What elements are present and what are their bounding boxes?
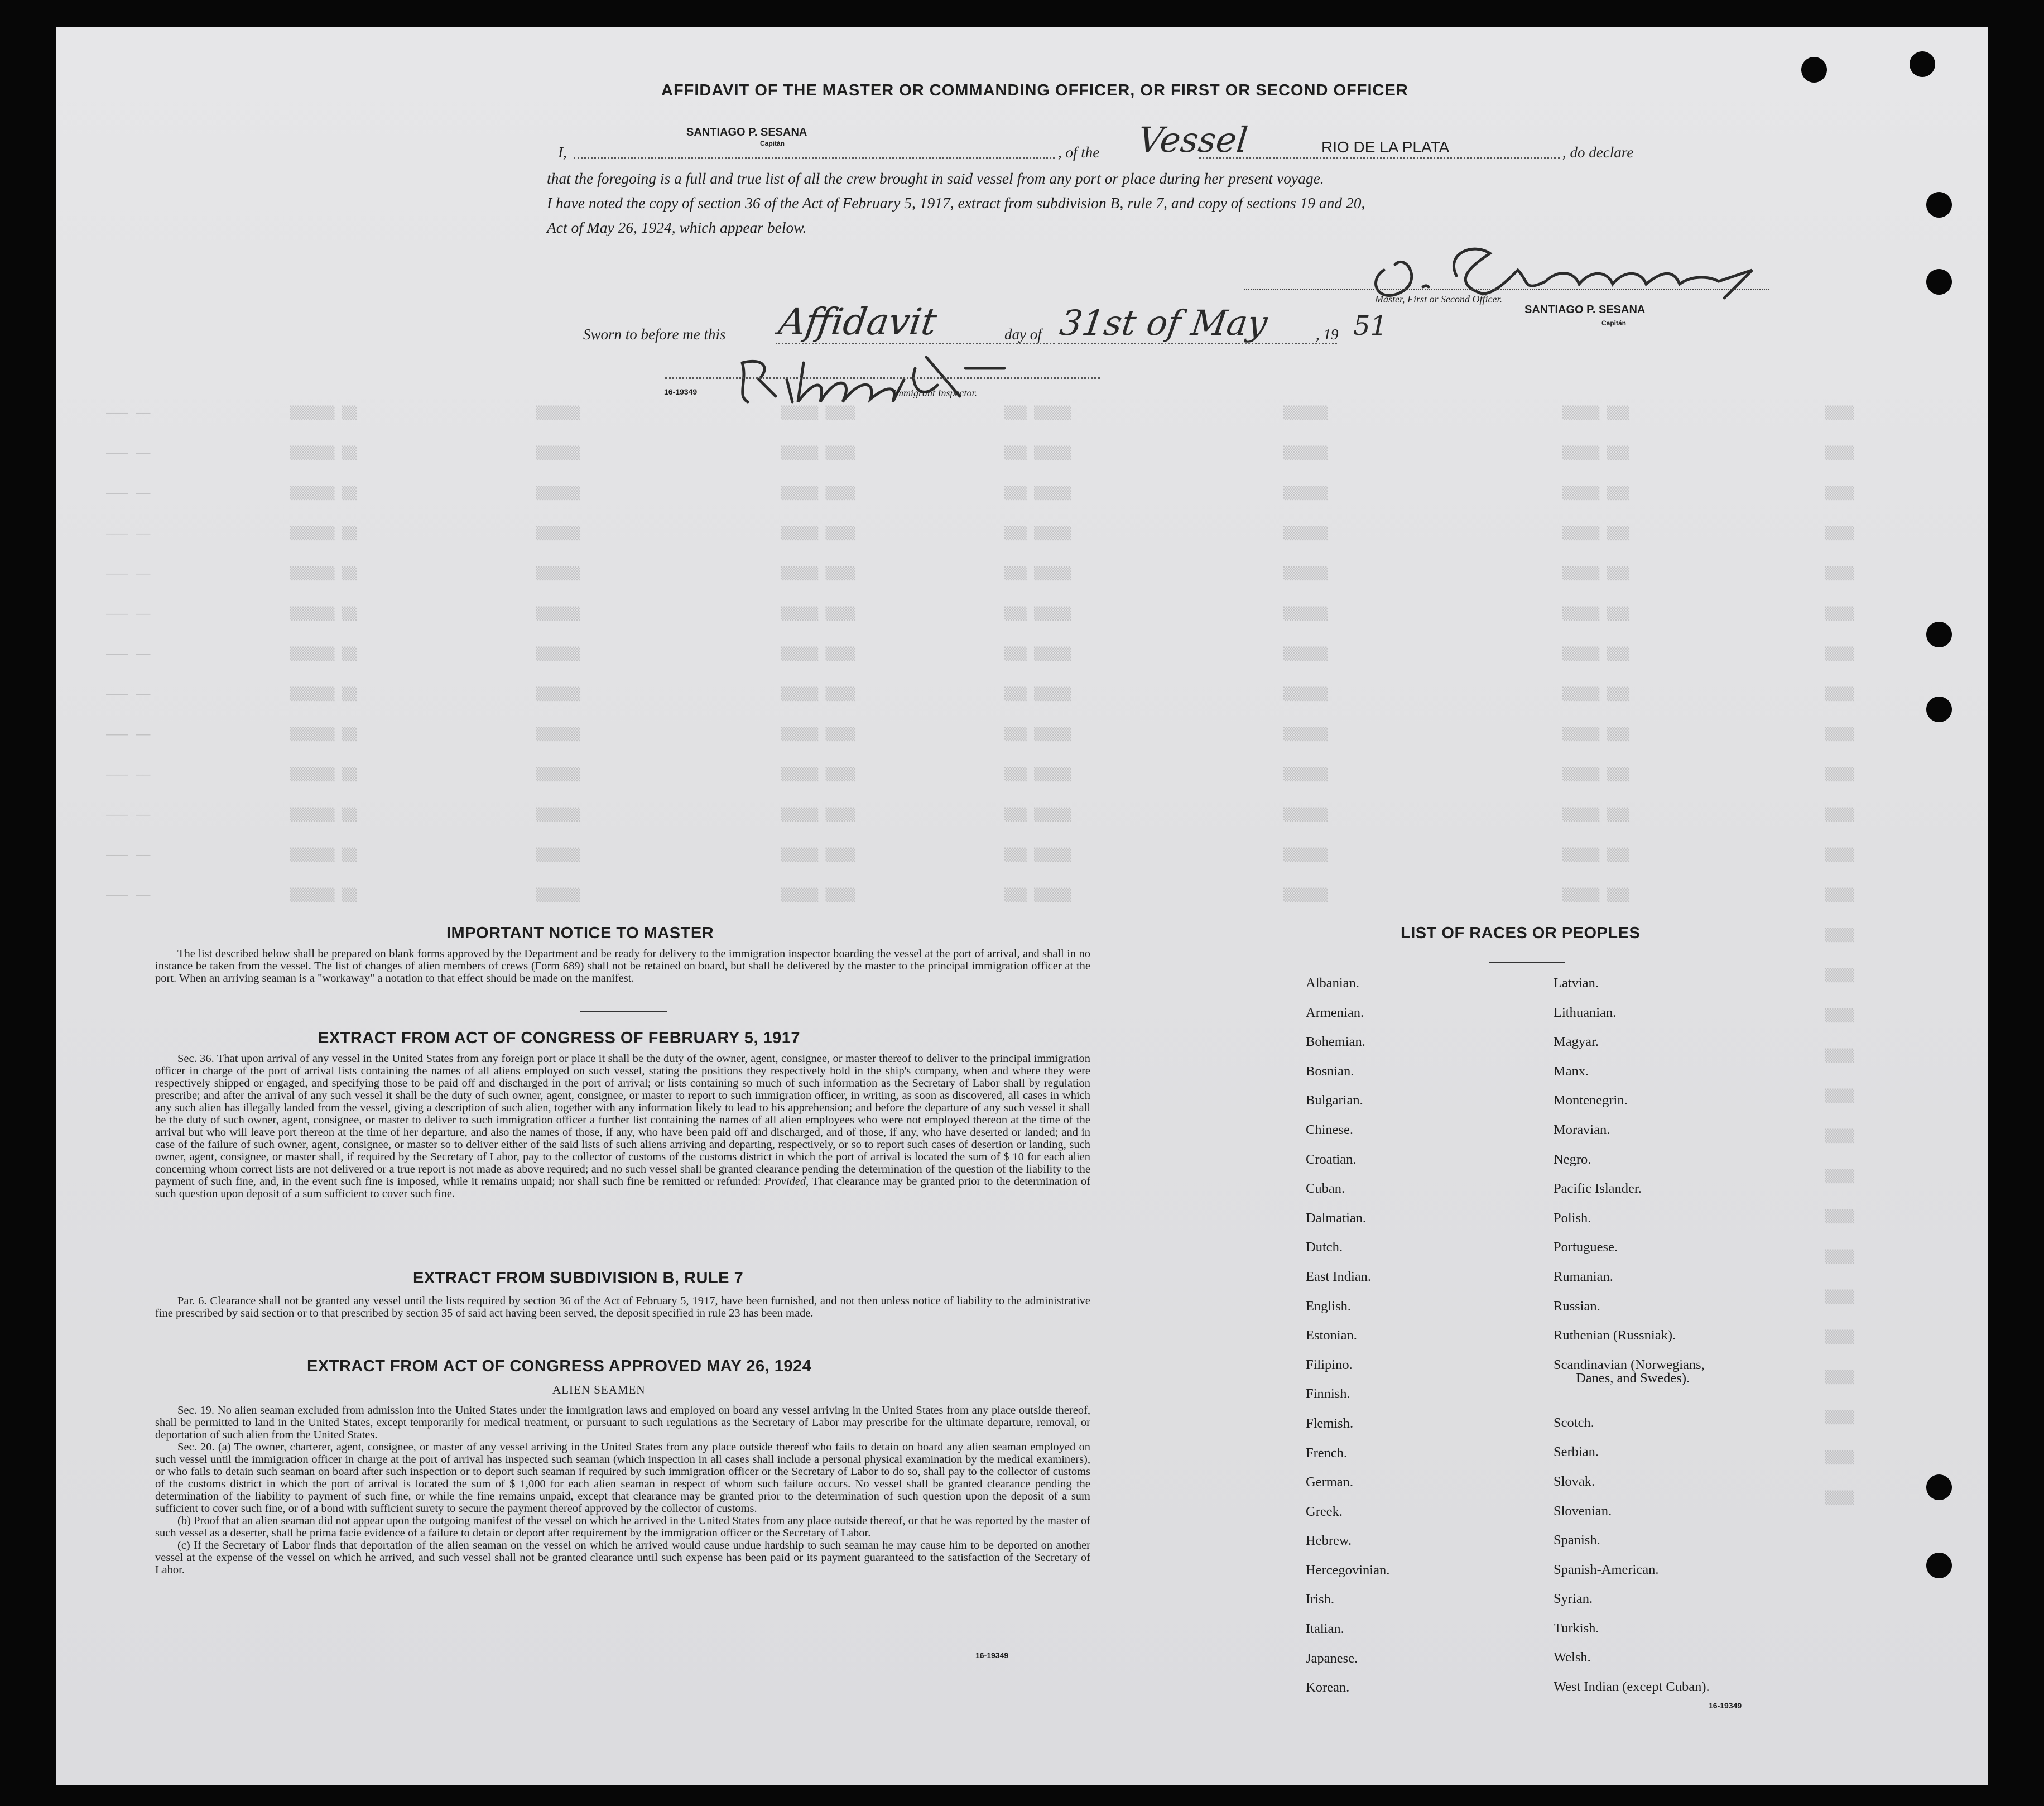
section-20-label: Sec. 20.	[177, 1441, 215, 1453]
bleed-through-mark: ▒▒▒▒▒ ▒▒▒▒	[781, 527, 855, 541]
bleed-through-mark: ▒▒▒▒	[1825, 1290, 1854, 1304]
bleed-through-mark: ▒▒▒▒	[1825, 1130, 1854, 1144]
race-item: Croatian.	[1306, 1151, 1357, 1167]
bleed-through-mark: ▒▒▒▒	[1825, 647, 1854, 661]
extract-1917-text	[155, 1053, 1090, 1200]
race-item: French.	[1306, 1445, 1348, 1461]
race-item: Moravian.	[1554, 1122, 1610, 1137]
bleed-through-mark: ——— ——	[106, 728, 151, 742]
bleed-through-mark: ▒▒▒▒▒ ▒▒▒▒	[781, 848, 855, 862]
inspector-caption: Immigrant Inspector.	[893, 387, 977, 398]
bleed-through-mark: ▒▒▒ ▒▒▒▒▒	[1004, 647, 1071, 661]
signature-line	[1244, 289, 1769, 290]
bleed-through-mark: ——— ——	[106, 848, 151, 862]
race-item: Russian.	[1554, 1298, 1600, 1314]
bleed-through-mark: ▒▒▒▒▒▒ ▒▒	[290, 688, 357, 702]
date-blank-line	[1058, 343, 1337, 344]
bleed-through-mark: ▒▒▒▒	[1825, 848, 1854, 862]
affidavit-form-number: 16-19349	[664, 387, 698, 396]
bleed-through-mark: ——— ——	[106, 527, 151, 541]
races-left-column	[1306, 976, 1389, 1709]
bleed-through-mark: ▒▒▒▒▒▒	[1283, 848, 1328, 862]
punch-hole	[1926, 1553, 1952, 1578]
bleed-through-mark: ▒▒▒▒▒ ▒▒▒	[1562, 567, 1629, 581]
race-item: Bosnian.	[1306, 1063, 1354, 1079]
bleed-through-mark: ▒▒▒▒▒ ▒▒▒	[1562, 848, 1629, 862]
bleed-through-mark: ▒▒▒▒▒▒	[1283, 527, 1328, 541]
bleed-through-mark: ——— ——	[106, 808, 151, 822]
bleed-through-mark: ——— ——	[106, 768, 151, 782]
inspector-line	[665, 377, 1100, 379]
of-the-label: , of the	[1058, 144, 1100, 161]
bleed-through-mark: ▒▒▒▒▒▒	[1283, 487, 1328, 501]
extract-1917-heading: EXTRACT FROM ACT OF CONGRESS OF FEBRUARY 5, 1917	[318, 1029, 801, 1047]
bleed-through-mark: ▒▒▒▒▒▒	[536, 647, 580, 661]
bleed-through-mark: ▒▒▒▒▒▒ ▒▒	[290, 728, 357, 742]
bleed-through-mark: ▒▒▒▒	[1825, 487, 1854, 501]
races-heading: LIST OF RACES OR PEOPLES	[1401, 924, 1641, 942]
race-item: Montenegrin.	[1554, 1093, 1628, 1108]
punch-hole	[1926, 192, 1952, 218]
bleed-through-mark: ▒▒▒▒	[1825, 1009, 1854, 1023]
bleed-through-mark: ▒▒▒▒▒▒	[1283, 728, 1328, 742]
bleed-through-mark: ▒▒▒▒	[1825, 768, 1854, 782]
bleed-through-mark: ▒▒▒▒▒ ▒▒▒	[1562, 768, 1629, 782]
race-item: Magyar.	[1554, 1034, 1599, 1050]
race-item: English.	[1306, 1298, 1351, 1314]
bleed-through-mark: ▒▒▒ ▒▒▒▒▒	[1004, 607, 1071, 621]
bleed-through-mark: ▒▒▒▒▒▒ ▒▒	[290, 527, 357, 541]
bleed-through-mark: ▒▒▒▒	[1825, 406, 1854, 420]
notice-text	[155, 948, 1090, 984]
race-item: Serbian.	[1554, 1444, 1599, 1460]
notice-heading: IMPORTANT NOTICE TO MASTER	[446, 924, 714, 942]
race-item: East Indian.	[1306, 1269, 1372, 1284]
race-item: Welsh.	[1554, 1650, 1591, 1665]
provided-label: Provided,	[764, 1175, 809, 1188]
bleed-through-mark: ——— ——	[106, 688, 151, 702]
race-item: Rumanian.	[1554, 1269, 1613, 1284]
extract-1924-heading: EXTRACT FROM ACT OF CONGRESS APPROVED MAY 26, 1924	[307, 1357, 812, 1375]
affidavit-body-line-3: Act of May 26, 1924, which appear below.	[547, 219, 807, 236]
bleed-through-mark: ▒▒▒▒▒▒	[536, 808, 580, 822]
bleed-through-mark: ▒▒▒▒▒▒ ▒▒	[290, 768, 357, 782]
signature-caption: Master, First or Second Officer.	[1375, 294, 1502, 305]
bleed-through-mark: ▒▒▒▒	[1825, 1089, 1854, 1103]
bleed-through-mark: ▒▒▒▒	[1825, 728, 1854, 742]
bleed-through-mark: ▒▒▒▒	[1825, 567, 1854, 581]
bleed-through-mark: ▒▒▒▒▒ ▒▒▒▒	[781, 728, 855, 742]
race-item: Slovak.	[1554, 1473, 1595, 1489]
rule7-heading: EXTRACT FROM SUBDIVISION B, RULE 7	[413, 1269, 744, 1287]
bleed-through-mark: ▒▒▒▒	[1825, 1411, 1854, 1425]
alien-seamen-subheading: ALIEN SEAMEN	[552, 1383, 646, 1396]
race-item: Hercegovinian.	[1306, 1562, 1390, 1578]
inspector-signature	[725, 346, 1016, 413]
section-20a	[155, 1441, 1090, 1515]
year-prefix: , 19	[1316, 326, 1339, 343]
provided-text: That clearance may be granted prior to the determination of such question upon deposit of a sum sufficient to cover such fine.	[155, 1175, 1091, 1200]
bleed-through-mark: ▒▒▒ ▒▒▒▒▒	[1004, 567, 1071, 581]
race-item: Scandinavian (Norwegians,	[1554, 1357, 1705, 1372]
extract-1924-text	[155, 1404, 1090, 1576]
bleed-through-mark: ▒▒▒ ▒▒▒▒▒	[1004, 688, 1071, 702]
affidavit-body-line-2: I have noted the copy of section 36 of the Act of February 5, 1917, extract from subdivision B, rule 7, and copy of sections 19 and 20,	[547, 194, 1365, 212]
bleed-through-mark: ▒▒▒▒▒ ▒▒▒▒	[781, 768, 855, 782]
bleed-through-mark: ▒▒▒▒▒ ▒▒▒▒	[781, 567, 855, 581]
race-item: Spanish-American.	[1554, 1562, 1659, 1577]
race-item: Bohemian.	[1306, 1034, 1365, 1050]
section-20b	[155, 1515, 1090, 1539]
bleed-through-mark: ▒▒▒ ▒▒▒▒▒	[1004, 527, 1071, 541]
i-label: I,	[558, 144, 567, 161]
race-item: Irish.	[1306, 1592, 1335, 1607]
race-item: Portuguese.	[1554, 1240, 1618, 1255]
punch-hole	[1926, 1474, 1952, 1500]
bleed-through-mark: ▒▒▒▒▒ ▒▒▒	[1562, 647, 1629, 661]
race-item: Slovenian.	[1554, 1503, 1612, 1519]
bleed-through-mark: ——— ——	[106, 567, 151, 581]
bleed-through-mark: ▒▒▒▒▒▒ ▒▒	[290, 607, 357, 621]
bleed-through-mark: ▒▒▒ ▒▒▒▒▒	[1004, 808, 1071, 822]
sworn-label: Sworn to before me this	[583, 326, 726, 343]
bleed-through-mark: ▒▒▒▒▒▒	[536, 487, 580, 501]
section-36-text: That upon arrival of any vessel in the United States from any foreign port or place it shall be the duty of the owner, agent, consignee, or master thereof to deliver to the principal immigration officer in charge of the port of arrival lists containing the names of all aliens employed on such vessel, stating the positions they respectively hold in the ship's company, when and where they were respectively shipped or engaged, and specifying those to be paid off and discharged in the port of arrival; or lists containing so much of such information as the Secretary of Labor shall by regulation prescribe; and after the arrival of any such vessel it shall be the duty of such owner, agent, consignee, or master to report to such immigration officer, in writing, as soon as discovered, all cases in which any such alien has illegally landed from the vessel, giving a description of such alien, together with any information likely to lead to his apprehension; and before the departure of any such vessel it shall be the duty of such owner, agent, consignee, or master to deliver to such immigration officer a further list containing the names of all alien employees who were not employed thereon at the time of the arrival but who will leave port thereon at the time of her departure, and also the names of those, if any, who have been paid off and discharged, and of those, if any, who have deserted or landed; and in case of the failure of such owner, agent, consignee, or master so to deliver either of the said lists of such aliens arriving and departing, respectively, or so to report such cases of desertion or landing, such owner, agent, consignee, or master shall, if required by the Secretary of Labor, pay to the collector of customs of the customs district in which the port of arrival is located the sum of $ 10 for each alien concerning whom correct lists are not delivered or a true report is not made as above required; and no such vessel shall be granted clearance pending the determination of the question of the liability to the payment of such fine, and, in the event such fine is imposed, while it remains unpaid; nor shall such fine be remitted or refunded:	[155, 1053, 1090, 1188]
bleed-through-mark: ▒▒▒ ▒▒▒▒▒	[1004, 487, 1071, 501]
bleed-through-mark: ▒▒▒ ▒▒▒▒▒	[1004, 406, 1071, 420]
do-declare-label: , do declare	[1562, 144, 1634, 161]
section-36-label: Sec. 36.	[177, 1053, 214, 1065]
bleed-through-mark: ▒▒▒▒	[1825, 969, 1854, 983]
bleed-through-mark: ▒▒▒▒	[1825, 446, 1854, 460]
race-item: Polish.	[1554, 1210, 1591, 1226]
bleed-through-mark: ▒▒▒▒▒▒	[1283, 647, 1328, 661]
bleed-through-mark: ▒▒▒▒▒ ▒▒▒▒	[781, 688, 855, 702]
bleed-through-mark: ▒▒▒▒▒▒	[536, 768, 580, 782]
bleed-through-mark: ▒▒▒▒▒ ▒▒▒▒	[781, 406, 855, 420]
document-page	[56, 27, 1988, 1785]
race-item: Danes, and Swedes).	[1576, 1370, 1690, 1386]
bleed-through-mark: ▒▒▒▒▒ ▒▒▒	[1562, 888, 1629, 902]
bleed-through-mark: ▒▒▒▒▒▒	[1283, 406, 1328, 420]
bleed-through-mark: ▒▒▒▒▒▒	[536, 888, 580, 902]
race-item: Negro.	[1554, 1151, 1591, 1167]
race-item: Cuban.	[1306, 1181, 1345, 1197]
affidavit-heading: AFFIDAVIT OF THE MASTER OR COMMANDING OFFICER, OR FIRST OR SECOND OFFICER	[661, 81, 1408, 99]
bleed-through-mark: ▒▒▒▒	[1825, 1331, 1854, 1344]
name-blank-line	[574, 157, 1055, 159]
races-divider	[1489, 962, 1565, 963]
bleed-through-mark: ——— ——	[106, 487, 151, 501]
bleed-through-mark: ▒▒▒▒	[1825, 527, 1854, 541]
vessel-handwritten: Vessel	[1136, 119, 1250, 160]
bleed-through-mark: ▒▒▒▒	[1825, 1170, 1854, 1184]
race-item: Turkish.	[1554, 1620, 1599, 1636]
race-item: German.	[1306, 1474, 1354, 1490]
race-item: Manx.	[1554, 1063, 1589, 1079]
race-item: Finnish.	[1306, 1386, 1350, 1402]
bleed-through-mark: ▒▒▒▒▒ ▒▒▒▒	[781, 808, 855, 822]
date-handwritten: 31st of May	[1057, 302, 1270, 343]
bleed-through-mark: ▒▒▒▒	[1825, 1049, 1854, 1063]
race-item: Italian.	[1306, 1621, 1344, 1637]
bleed-through-mark: ▒▒▒▒▒▒	[536, 567, 580, 581]
bleed-through-mark: ▒▒▒▒▒▒	[1283, 768, 1328, 782]
bleed-through-mark: ▒▒▒▒	[1825, 1210, 1854, 1224]
race-item: Lithuanian.	[1554, 1005, 1617, 1020]
bleed-through-mark: ▒▒▒ ▒▒▒▒▒	[1004, 848, 1071, 862]
year-handwritten: 51	[1353, 310, 1388, 342]
race-item: West Indian (except Cuban).	[1554, 1679, 1710, 1695]
vessel-blank-line	[1199, 157, 1560, 159]
bleed-through-mark: ▒▒▒▒	[1825, 688, 1854, 702]
race-item: Hebrew.	[1306, 1533, 1352, 1549]
bleed-through-mark: ▒▒▒▒▒ ▒▒▒	[1562, 406, 1629, 420]
bleed-through-mark: ▒▒▒▒▒▒	[536, 848, 580, 862]
punch-hole	[1926, 622, 1952, 647]
bleed-through-mark: ▒▒▒▒▒ ▒▒▒▒	[781, 888, 855, 902]
section-19	[155, 1404, 1090, 1441]
bleed-through-mark: ▒▒▒ ▒▒▒▒▒	[1004, 728, 1071, 742]
bleed-through-mark: ——— ——	[106, 647, 151, 661]
section-20a-text: (a) The owner, charterer, agent, consignee, or master of any vessel arriving in the United States from any place outside thereof who fails to detain on board any alien seaman employed on such vessel until the immigration officer in charge at the port of arrival has inspected such seaman (which inspection in all cases shall include a personal physical examination by the medical examiners), or who fails to detain such seaman on board after such inspection or to deport such seaman if required by such immigration officer or the Secretary of Labor to do so, shall pay to the collector of customs of the customs district in which the port of arrival is located the sum of $ 1,000 for each alien seaman in respect of whom such failure occurs. No vessel shall be granted clearance pending the determination of the liability to payment of such fine, or while the fine remains unpaid, except that clearance may be granted prior to the determination of such question upon the deposit of a sum sufficient to cover such fine, or of a bond with sufficient surety to secure the payment thereof approved by the collector of customs.	[155, 1441, 1090, 1515]
bleed-through-mark: ▒▒▒▒▒▒ ▒▒	[290, 567, 357, 581]
bleed-through-mark: ▒▒▒▒▒ ▒▒▒	[1562, 446, 1629, 460]
race-item: Armenian.	[1306, 1005, 1364, 1020]
bleed-through-mark: ▒▒▒▒	[1825, 1491, 1854, 1505]
sworn-handwritten: Affidavit	[776, 300, 940, 343]
signature-stamp-title: Capitán	[1601, 319, 1627, 327]
bleed-through-mark: ▒▒▒▒	[1825, 1250, 1854, 1264]
bleed-through-mark: ▒▒▒ ▒▒▒▒▒	[1004, 446, 1071, 460]
race-item: Pacific Islander.	[1554, 1181, 1642, 1197]
master-name-typed: SANTIAGO P. SESANA	[686, 126, 807, 138]
section-20c-text: (c) If the Secretary of Labor finds that deportation of the alien seaman on the vessel on which he arrived would cause undue hardship to such seaman he may cause him to be deported on another vessel at the expense of the vessel on which he arrived, and such vessel shall not be granted clearance until such expense has been paid or its payment guaranteed to the satisfaction of the Secretary of Labor.	[155, 1539, 1090, 1576]
bleed-through-mark: ▒▒▒▒▒ ▒▒▒	[1562, 607, 1629, 621]
bleed-through-mark: ▒▒▒ ▒▒▒▒▒	[1004, 888, 1071, 902]
section-19-label: Sec. 19.	[177, 1404, 215, 1416]
bleed-through-mark: ▒▒▒▒	[1825, 888, 1854, 902]
bleed-through-mark: ▒▒▒▒▒▒ ▒▒	[290, 406, 357, 420]
bleed-through-mark: ▒▒▒▒	[1825, 1371, 1854, 1385]
bleed-through-mark: ▒▒▒▒▒▒ ▒▒	[290, 647, 357, 661]
bleed-through-mark: ▒▒▒▒▒ ▒▒▒	[1562, 688, 1629, 702]
bleed-through-mark: ▒▒▒▒▒▒	[536, 688, 580, 702]
bleed-through-mark: ▒▒▒▒▒▒ ▒▒	[290, 487, 357, 501]
extract-form-number: 16-19349	[975, 1651, 1009, 1660]
bleed-through-mark: ▒▒▒▒▒▒ ▒▒	[290, 888, 357, 902]
bleed-through-mark: ▒▒▒▒▒ ▒▒▒▒	[781, 446, 855, 460]
punch-hole	[1926, 269, 1952, 295]
race-item: Japanese.	[1306, 1650, 1358, 1666]
bleed-through-mark: ▒▒▒▒▒▒ ▒▒	[290, 446, 357, 460]
notice-text-body: The list described below shall be prepared on blank forms approved by the Department and be ready for delivery to the immigration inspector boarding the vessel at the port of arrival, and shall in no instance be taken from the vessel. The list of changes of alien members of crews (Form 689) shall not be retained on board, but shall be delivered by the master to the principal immigration officer at the port. When an arriving seaman is a "workaway" a notation to that effect should be made on the manifest.	[155, 948, 1090, 984]
bleed-through-mark: ▒▒▒▒▒▒ ▒▒	[290, 808, 357, 822]
punch-hole	[1910, 51, 1935, 77]
bleed-through-mark: ▒▒▒ ▒▒▒▒▒	[1004, 768, 1071, 782]
race-item: Albanian.	[1306, 976, 1359, 991]
bleed-through-mark: ▒▒▒▒	[1825, 1451, 1854, 1465]
race-item: Dalmatian.	[1306, 1210, 1367, 1226]
bleed-through-mark: ▒▒▒▒▒▒	[536, 446, 580, 460]
bleed-through-mark: ▒▒▒▒▒▒	[1283, 607, 1328, 621]
bleed-through-mark: ▒▒▒▒▒▒	[1283, 808, 1328, 822]
punch-hole	[1926, 697, 1952, 722]
bleed-through-mark: ▒▒▒▒	[1825, 929, 1854, 943]
bleed-through-mark: ▒▒▒▒▒▒	[536, 527, 580, 541]
race-item: Greek.	[1306, 1504, 1343, 1519]
race-item: Chinese.	[1306, 1122, 1354, 1137]
bleed-through-mark: ▒▒▒▒▒▒	[536, 406, 580, 420]
race-item: Dutch.	[1306, 1240, 1343, 1255]
bleed-through-mark: ▒▒▒▒▒▒ ▒▒	[290, 848, 357, 862]
bleed-through-mark: ▒▒▒▒▒ ▒▒▒	[1562, 527, 1629, 541]
bleed-through-mark: ▒▒▒▒▒ ▒▒▒	[1562, 728, 1629, 742]
bleed-through-mark: ▒▒▒▒▒▒	[536, 728, 580, 742]
race-item: Scotch.	[1554, 1415, 1594, 1430]
bleed-through-mark: ▒▒▒▒▒ ▒▒▒▒	[781, 647, 855, 661]
bleed-through-mark: ▒▒▒▒▒ ▒▒▒	[1562, 487, 1629, 501]
day-of-label: day of	[1004, 326, 1042, 343]
rule7-text-body: Par. 6. Clearance shall not be granted any vessel until the lists required by section 36 of the Act of February 5, 1917, have been furnished, and not then unless notice of liability to the administrative fine prescribed by said section or to that prescribed by section 35 of said act having been served, the deposit specified in rule 23 has been made.	[155, 1295, 1090, 1319]
affidavit-body-line-1: that the foregoing is a full and true list of all the crew brought in said vessel from any port or place during her present voyage.	[547, 170, 1324, 187]
bleed-through-mark: ▒▒▒▒▒▒	[536, 607, 580, 621]
bleed-through-mark: ——— ——	[106, 446, 151, 460]
rule7-text	[155, 1295, 1090, 1319]
race-item: Flemish.	[1306, 1415, 1354, 1431]
master-title-typed: Capitán	[760, 140, 785, 147]
vessel-name-typed: RIO DE LA PLATA	[1321, 138, 1450, 156]
bleed-through-mark: ▒▒▒▒	[1825, 808, 1854, 822]
section-20b-text: (b) Proof that an alien seaman did not appear upon the outgoing manifest of the vessel on which he arrived in the United States from any place outside thereof, or that he was reported by the master of such vessel as a deserter, shall be prima facie evidence of a failure to detain or deport after requirement by the immigration officer or the Secretary of Labor.	[155, 1515, 1090, 1539]
bleed-through-mark: ▒▒▒▒▒▒	[1283, 888, 1328, 902]
bleed-through-mark: ▒▒▒▒▒▒	[1283, 446, 1328, 460]
race-item: Ruthenian (Russniak).	[1554, 1328, 1676, 1343]
races-form-number: 16-19349	[1709, 1701, 1742, 1710]
divider	[580, 1011, 667, 1012]
punch-hole	[1801, 57, 1827, 83]
bleed-through-mark: ——— ——	[106, 888, 151, 902]
bleed-through-mark: ▒▒▒▒▒ ▒▒▒	[1562, 808, 1629, 822]
bleed-through-mark: ——— ——	[106, 406, 151, 420]
race-item: Syrian.	[1554, 1591, 1593, 1607]
bleed-through-mark: ——— ——	[106, 607, 151, 621]
races-right-column	[1554, 976, 1710, 1709]
race-item: Korean.	[1306, 1680, 1350, 1695]
bleed-through-mark: ▒▒▒▒▒ ▒▒▒▒	[781, 607, 855, 621]
bleed-through-mark: ▒▒▒▒	[1825, 607, 1854, 621]
race-item: Filipino.	[1306, 1357, 1353, 1372]
bleed-through-mark: ▒▒▒▒▒▒	[1283, 567, 1328, 581]
race-item: Bulgarian.	[1306, 1093, 1363, 1108]
bleed-through-mark: ▒▒▒▒▒ ▒▒▒▒	[781, 487, 855, 501]
signature-stamp-name: SANTIAGO P. SESANA	[1524, 304, 1646, 316]
section-19-text: No alien seaman excluded from admission into the United States under the immigration laws and employed on board any vessel arriving in the United States from any place outside thereof, shall be permitted to land in the United States, except temporarily for medical treatment, or pursuant to such regulations as the Secretary of Labor may prescribe for the ultimate departure, removal, or deportation of such alien from the United States.	[155, 1404, 1090, 1441]
race-item: Latvian.	[1554, 976, 1599, 991]
bleed-through-mark: ▒▒▒▒▒▒	[1283, 688, 1328, 702]
section-20c	[155, 1539, 1090, 1576]
race-item: Spanish.	[1554, 1533, 1600, 1548]
race-item: Estonian.	[1306, 1328, 1357, 1343]
